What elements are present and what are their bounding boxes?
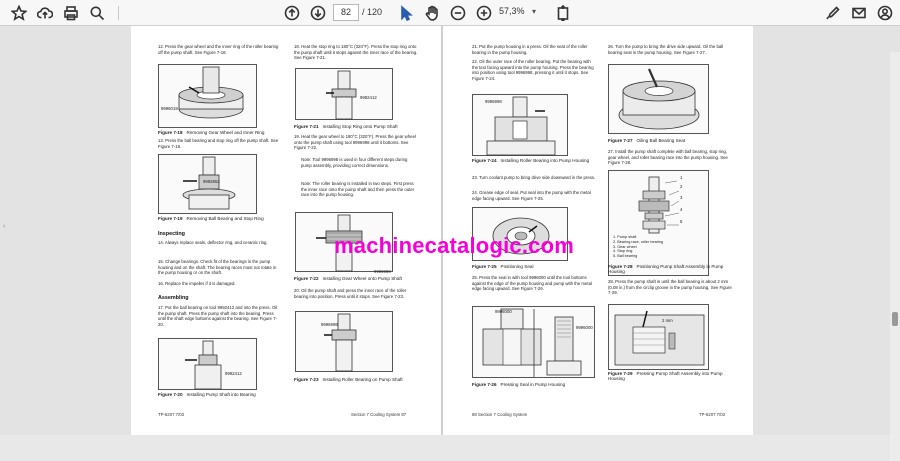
figure-7-23-number: Figure 7-23: [294, 377, 319, 382]
figure-7-28-legend: [613, 235, 663, 259]
page-right: [443, 26, 753, 435]
toolbar-separator: [118, 6, 119, 20]
legend-item: 3. Gear wheel: [613, 244, 637, 249]
figure-7-22-number: Figure 7-22: [294, 276, 319, 281]
cursor-icon[interactable]: [397, 4, 415, 22]
figure-7-26-label-a: 9996000: [495, 309, 512, 314]
step-20: 20. Oil the pump shaft and press the inner race of the roller bearing into position. Press until it stops. See Figure 7-23.: [294, 288, 407, 299]
figure-7-23-title: Installing Roller Bearing on Pump Shaft: [322, 377, 403, 382]
figure-7-24-number: Figure 7-24: [472, 158, 497, 163]
mail-icon[interactable]: [850, 4, 868, 22]
callout-2: 2: [680, 184, 683, 189]
figure-7-28-caption: [608, 264, 732, 274]
figure-7-29: [608, 304, 709, 370]
page-total: / 120: [362, 7, 383, 17]
figure-7-20-title: Installing Pump Shaft into Bearing: [186, 392, 256, 397]
figure-7-26-label-b: 9996000: [576, 325, 593, 330]
figure-7-19-title: Removing Ball Bearing and Stop Ring: [186, 216, 264, 221]
zoom-level[interactable]: 57,3%: [499, 6, 525, 16]
page-number-input[interactable]: 82: [333, 4, 359, 21]
page-right-footer-left: 88 Section 7 Cooling System: [472, 412, 528, 417]
scrollbar-thumb[interactable]: [892, 312, 898, 326]
figure-7-28-number: Figure 7-28: [608, 264, 633, 269]
step-28: 28. Press the pump shaft in until the ball bearing is about 2 mm (0.08 in.) from the circlip groove in the pump housing. See Figure 7-29.: [608, 279, 732, 296]
cloud-upload-icon[interactable]: [36, 4, 54, 22]
figure-7-18-number: Figure 7-18: [158, 130, 183, 135]
step-22: 22. Oil the outer race of the roller bearing. Put the bearing with the text facing upward into the pump housing. Press the bearing into position using tool 9996998, pressing it until it stops. See Figure 7-24.: [472, 59, 594, 81]
vertical-scrollbar[interactable]: [890, 52, 900, 461]
figure-7-20-caption: [158, 392, 256, 397]
figure-7-24-caption: [472, 158, 596, 163]
step-21: 21. Put the pump housing in a press. Oil the seat of the roller bearing in the pump housing.: [472, 44, 588, 55]
figure-7-26-title: Pressing Seal in Pump Housing: [500, 382, 566, 387]
sign-icon[interactable]: [824, 4, 842, 22]
fit-page-icon[interactable]: [554, 4, 572, 22]
step-18: 18. Heat the stop ring to 180°C (320°F). Press the stop ring onto the pump shaft until it stops against the inner race of the bearing. See Figure 7-21.: [294, 44, 418, 61]
page-left-footer-right: Section 7 Cooling System 87: [351, 412, 407, 417]
figure-7-18-label: 9996019: [161, 106, 178, 111]
figure-7-25-number: Figure 7-25: [472, 264, 497, 269]
callout-3: 3: [680, 195, 683, 200]
legend-item: 2. Bearing race, roller bearing: [613, 239, 664, 244]
figure-7-24-title: Installing Roller Bearing into Pump Housing: [500, 158, 590, 163]
figure-7-23: [295, 311, 393, 372]
figure-7-26: [472, 306, 595, 378]
step-13: 13. Press the ball bearing and stop ring off the pump shaft. See Figure 7-19.: [158, 138, 279, 149]
figure-7-18-caption: [158, 130, 264, 135]
figure-7-28-title: Positioning Pump Shaft Assembly in Pump Housing: [608, 264, 724, 274]
page-left: [131, 26, 441, 435]
step-26: 26. Turn the pump to bring the drive side upward. Oil the ball bearing seat in the pump housing. See Figure 7-27.: [608, 44, 724, 55]
figure-7-25-title: Positioning Seal: [500, 264, 534, 269]
step-19: 19. Heat the gear wheel to 180°C (320°F). Press the gear wheel onto the pump shaft using tool 9996998 until it bottoms. See Figure 7-22.: [294, 134, 416, 151]
figure-7-18-title: Removing Gear Wheel and Inner Ring: [186, 130, 265, 135]
figure-7-27-caption: [608, 138, 685, 143]
figure-7-21-caption: [294, 124, 398, 129]
figure-7-20-number: Figure 7-20: [158, 392, 183, 397]
step-23: 23. Turn coolant pump to bring drive side downward in the press.: [472, 175, 596, 180]
figure-7-22-caption: [294, 276, 402, 281]
step-14: 14. Always replace seals, deflector ring, and ceramic ring.: [158, 240, 268, 245]
figure-7-21-title: Installing Stop Ring onto Pump Shaft: [322, 124, 398, 129]
figure-7-21-number: Figure 7-21: [294, 124, 319, 129]
step-27: 27. Install the pump shaft complete with ball bearing, stop ring, gear wheel, and roller bearing race into the pump housing. See Figure 7-28.: [608, 149, 728, 166]
figure-7-19-number: Figure 7-19: [158, 216, 183, 221]
plus-circle-icon[interactable]: [475, 4, 493, 22]
figure-7-29-caption: [608, 371, 732, 381]
hand-icon[interactable]: [423, 4, 441, 22]
figure-7-27-number: Figure 7-27: [608, 138, 633, 143]
figure-7-22-label: 9996998: [374, 269, 391, 274]
figure-7-29-title: Pressing Pump Shaft Assembly into Pump Housing: [608, 371, 723, 381]
figure-7-20: [158, 338, 257, 390]
watermark-text: machinecatalogic.com: [334, 233, 574, 258]
step-16: 16. Replace the impeller if it is damaged.: [158, 281, 236, 286]
note-1: Note: Tool 9996998 is used in four different steps during pump assembly, providing correct dimensions.: [301, 157, 408, 168]
figure-7-19-caption: [158, 216, 264, 221]
figure-7-21-label: 9992412: [360, 95, 377, 100]
figure-7-22-title: Installing Gear Wheel onto Pump Shaft: [322, 276, 402, 281]
legend-item: 1. Pump shaft: [613, 235, 637, 239]
user-icon[interactable]: [876, 4, 894, 22]
figure-7-24-label: 9996998: [485, 99, 502, 104]
left-panel-toggle-icon[interactable]: ‹: [3, 223, 6, 230]
heading-assembling: Assembling: [158, 295, 189, 301]
figure-7-29-label: 2 mm: [662, 318, 673, 323]
heading-inspecting: Inspecting: [158, 231, 185, 237]
chevron-down-icon[interactable]: ▾: [532, 7, 537, 16]
legend-item: 5. Ball bearing: [613, 254, 638, 259]
figure-7-27: [608, 64, 709, 134]
page-right-footer-right: TP-6207 7/03: [699, 412, 726, 417]
print-icon[interactable]: [62, 4, 80, 22]
figure-7-25-caption: [472, 264, 533, 269]
page-left-footer-left: TP-6207 7/03: [158, 412, 185, 417]
callout-5: 5: [680, 219, 683, 224]
step-17: 17. Put the ball bearing on tool 9992412 and into the press. Oil the pump shaft. Press the pump shaft into the bearing. Press until the shaft edge bottoms against the bearing. See Figure 7-20.: [158, 305, 278, 327]
step-12: 12. Press the gear wheel and the inner ring of the roller bearing off the pump shaft. See Figure 7-18.: [158, 44, 279, 55]
figure-7-18: [158, 64, 257, 128]
note-2: Note: The roller bearing is installed in two steps. First press the inner race onto the pump shaft and then press the outer race into the pump housing.: [301, 181, 415, 198]
step-24: 24. Grease edge of seal. Put seal into the pump with the metal edge facing upward. See Figure 7-25.: [472, 190, 591, 201]
star-icon[interactable]: [10, 4, 28, 22]
figure-7-26-number: Figure 7-26: [472, 382, 497, 387]
legend-item: 4. Stop ring: [613, 249, 633, 254]
figure-7-28: [608, 170, 709, 276]
figure-7-27-title: Oiling Ball Bearing Seat: [636, 138, 686, 143]
arrow-down-circle-icon[interactable]: [309, 4, 327, 22]
step-15: 15. Change bearings. Check fit of the bearings in the pump housing and on the shaft. The bearing races must not rotate in the pump housing or on the shaft.: [158, 259, 277, 276]
callout-4: 4: [680, 207, 683, 212]
document-viewport[interactable]: [0, 26, 900, 435]
minus-circle-icon[interactable]: [449, 4, 467, 22]
figure-7-23-label: 9996998: [321, 322, 338, 327]
figure-7-20-label: 9992412: [225, 371, 242, 376]
step-25: 25. Press the seal in with tool 9996000 until the tool bottoms against the edge of the pump housing and pump with the metal edge facing upward. See Figure 7-26.: [472, 275, 592, 292]
figure-7-23-caption: [294, 377, 403, 382]
figure-7-19-label: 9992853: [203, 179, 220, 184]
figure-7-26-caption: [472, 382, 565, 387]
callout-1: 1: [680, 175, 683, 180]
search-zoom-icon[interactable]: [88, 4, 106, 22]
figure-7-29-number: Figure 7-29: [608, 371, 633, 376]
toolbar: [0, 0, 900, 26]
arrow-up-circle-icon[interactable]: [283, 4, 301, 22]
figure-7-21: [295, 68, 393, 120]
